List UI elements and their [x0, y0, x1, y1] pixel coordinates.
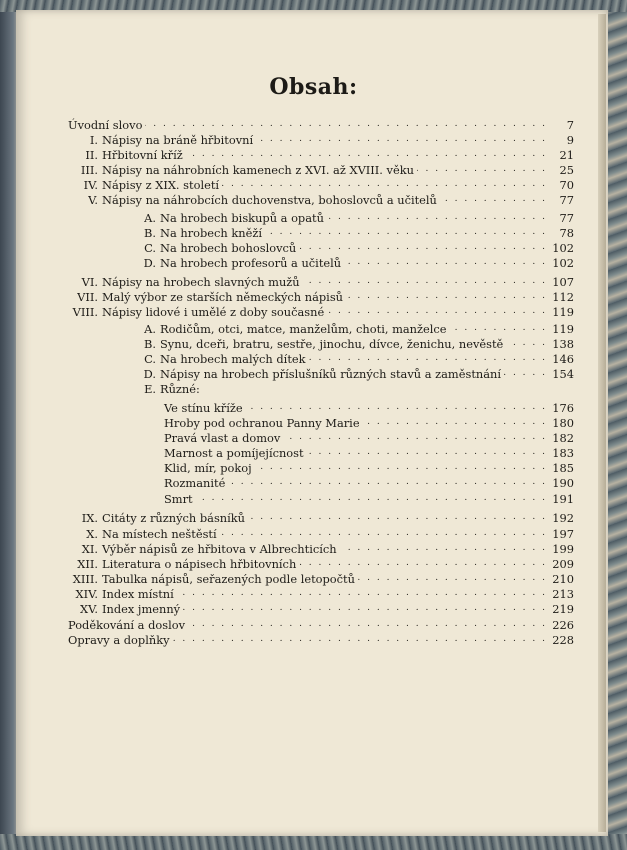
toc-entry: XIV. Index místní . . . 213	[68, 587, 574, 602]
toc-entry: VII. Malý výbor ze starších německých nápisů . . . 112	[68, 290, 574, 305]
toc-entry: I. Nápisy na bráně hřbitovní . . . 9	[68, 133, 574, 148]
toc-entry: III. Nápisy na náhrobních kamenech z XVI. až XVIII. věku . . . 25	[68, 163, 574, 178]
toc-subentry: B. Na hrobech kněží . . . 78	[68, 226, 574, 241]
toc-entry: Úvodní slovo . . . 7	[68, 118, 574, 133]
toc-subentry: A. Rodičům, otci, matce, manželům, choti, manželce . . . 119	[68, 322, 574, 337]
toc-entry: VIII. Nápisy lidové i umělé z doby současné . . . 119	[68, 305, 574, 320]
toc-entry: XII. Literatura o nápisech hřbitovních . . . 209	[68, 557, 574, 572]
page-title: Obsah:	[269, 74, 358, 100]
toc-subsubentry: Ve stínu kříže . . . 176	[68, 401, 574, 416]
toc-subentry: E. Různé:	[144, 382, 200, 396]
toc-subentry: C. Na hrobech bohoslovců . . . 102	[68, 241, 574, 256]
toc-subentry: C. Na hrobech malých dítek . . . 146	[68, 352, 574, 367]
toc-entry: XI. Výběr nápisů ze hřbitova v Albrechticích . . . 199	[68, 542, 574, 557]
toc-subsubentry: Rozmanité . . . 190	[68, 476, 574, 491]
toc-subsubentry: Smrt . . . 191	[68, 492, 574, 507]
toc-subentry: D. Nápisy na hrobech příslušníků různých stavů a zaměstnání . . . 154	[68, 367, 574, 382]
page-edge	[598, 14, 606, 832]
toc-subentry: B. Synu, dceři, bratru, sestře, jinochu, dívce, ženichu, nevěstě . . . 138	[68, 337, 574, 352]
toc-entry: XIII. Tabulka nápisů, seřazených podle letopočtů . . . 210	[68, 572, 574, 587]
toc-entry: V. Nápisy na náhrobcích duchovenstva, bohoslovců a učitelů . . . 77	[68, 193, 574, 208]
toc-subentry: A. Na hrobech biskupů a opatů . . . 77	[68, 211, 574, 226]
toc-entry: Poděkování a doslov . . . 226	[68, 618, 574, 633]
toc-entry: Opravy a doplňky . . . 228	[68, 633, 574, 648]
toc-entry: X. Na místech neštěstí . . . 197	[68, 527, 574, 542]
toc-subsubentry: Marnost a pomíjejícnost . . . 183	[68, 446, 574, 461]
toc-entry: IX. Citáty z různých básníků . . . 192	[68, 511, 574, 526]
toc-entry: XV. Index jmenný . . . 219	[68, 602, 574, 617]
toc-entry: VI. Nápisy na hrobech slavných mužů . . . 107	[68, 275, 574, 290]
toc-subsubentry: Klid, mír, pokoj . . . 185	[68, 461, 574, 476]
toc-subsubentry: Hroby pod ochranou Panny Marie . . . 180	[68, 416, 574, 431]
toc-subsubentry: Pravá vlast a domov . . . 182	[68, 431, 574, 446]
toc-subentry: D. Na hrobech profesorů a učitelů . . . 102	[68, 256, 574, 271]
book-cover-bottom	[0, 834, 627, 850]
toc-entry: IV. Nápisy z XIX. století . . . 70	[68, 178, 574, 193]
toc-entry: II. Hřbitovní kříž . . . 21	[68, 148, 574, 163]
